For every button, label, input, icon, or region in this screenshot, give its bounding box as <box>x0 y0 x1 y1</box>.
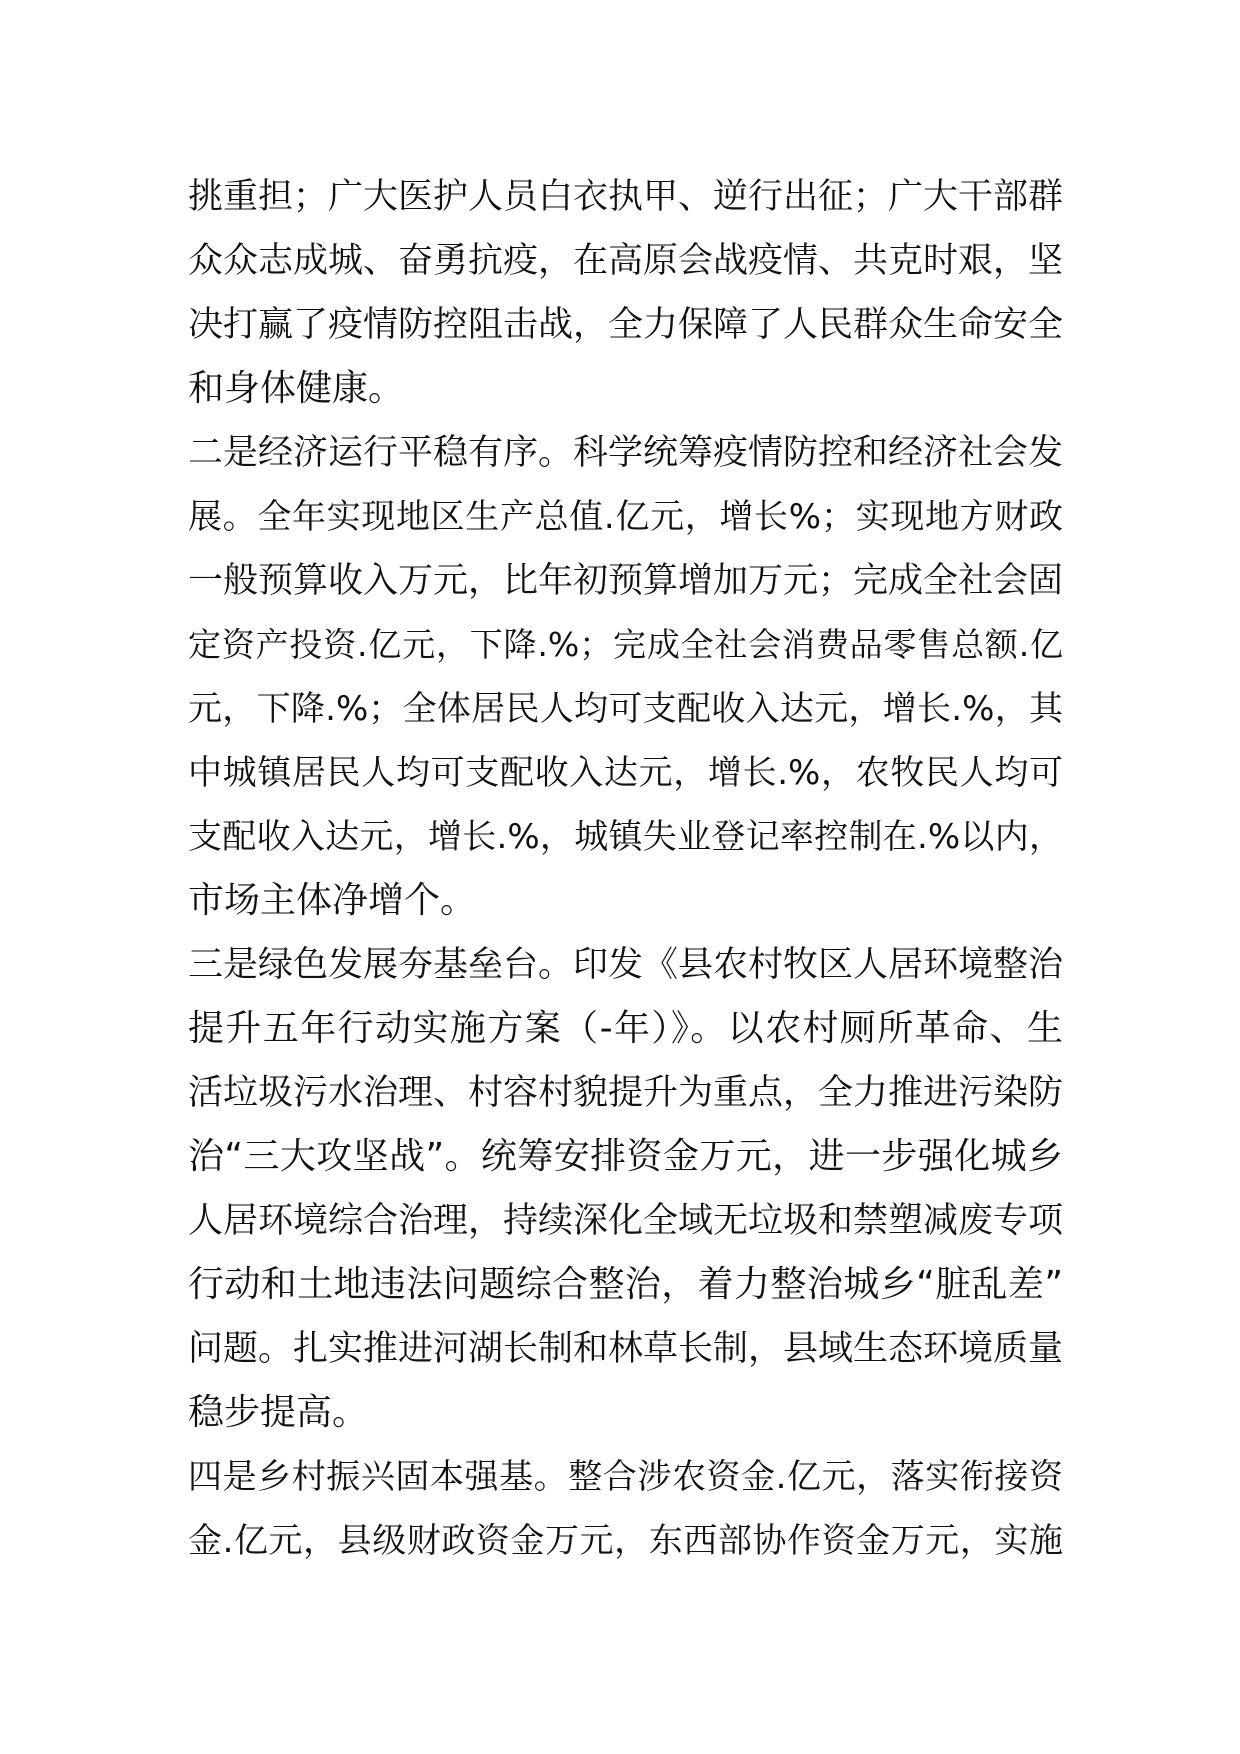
text-line: 活垃圾污水治理、村容村貌提升为重点，全力推进污染防 <box>188 1073 1064 1113</box>
text-line: 提升五年行动实施方案（-年）》。以农村厕所革命、生 <box>188 1008 1063 1049</box>
text-line: 和身体健康。 <box>188 368 405 409</box>
text-line: 众众志成城、奋勇抗疫，在高原会战疫情、共克时艰，坚 <box>188 241 1064 281</box>
text-line: 人居环境综合治理，持续深化全域无垃圾和禁塑减废专项 <box>188 1201 1064 1241</box>
text-line: 一般预算收入万元，比年初预算增加万元；完成全社会固 <box>188 561 1064 601</box>
text-line: 市场主体净增个。 <box>188 880 477 921</box>
text-line: 展。全年实现地区生产总值.亿元，增长%；实现地方财政 <box>188 497 1063 537</box>
text-line: 治“三大攻坚战”。统筹安排资金万元，进一步强化城乡 <box>188 1136 1063 1177</box>
text-line: 挑重担；广大医护人员白衣执甲、逆行出征；广大干部群 <box>188 177 1064 217</box>
text-line: 决打赢了疫情防控阻击战，全力保障了人民群众生命安全 <box>188 305 1064 345</box>
text-line: 金.亿元，县级财政资金万元，东西部协作资金万元，实施 <box>188 1521 1063 1561</box>
paragraph-heading-line: 二是经济运行平稳有序。科学统筹疫情防控和经济社会发 <box>188 433 1064 473</box>
text-line: 稳步提高。 <box>188 1392 369 1433</box>
text-line: 中城镇居民人均可支配收入达元，增长.%，农牧民人均可 <box>188 753 1063 793</box>
body-text <box>188 165 1063 1573</box>
text-line: 行动和土地违法问题综合整治，着力整治城乡“脏乱差” <box>188 1264 1063 1305</box>
text-line: 元，下降.%；全体居民人均可支配收入达元，增长.%，其 <box>188 689 1063 729</box>
paragraph-heading-line: 三是绿色发展夯基垒台。印发《县农村牧区人居环境整治 <box>188 945 1064 985</box>
text-line: 问题。扎实推进河湖长制和林草长制，县域生态环境质量 <box>188 1329 1064 1369</box>
text-line: 定资产投资.亿元，下降.%；完成全社会消费品零售总额.亿 <box>188 625 1063 664</box>
paragraph-heading-line: 四是乡村振兴固本强基。整合涉农资金.亿元，落实衔接资 <box>188 1457 1063 1497</box>
text-line: 支配收入达元，增长.%，城镇失业登记率控制在.%以内， <box>188 817 1063 857</box>
